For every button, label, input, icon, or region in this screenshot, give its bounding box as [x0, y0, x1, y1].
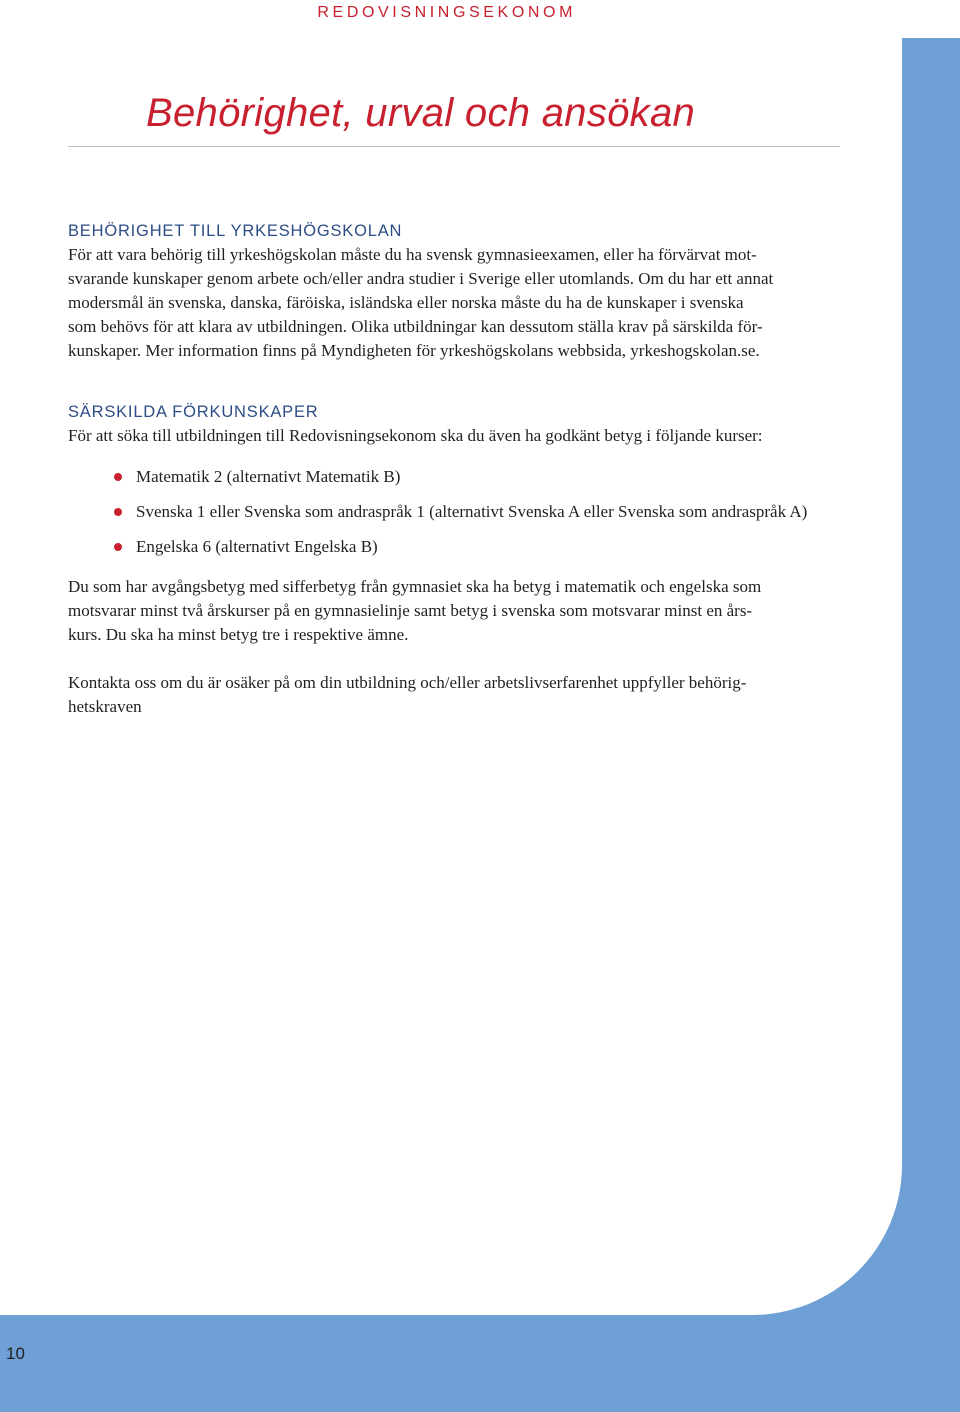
page-title: Behörighet, urval och ansökan [146, 91, 696, 135]
section-heading: SÄRSKILDA FÖRKUNSKAPER [68, 403, 319, 421]
bullet-icon [114, 508, 122, 516]
bullet-icon [114, 543, 122, 551]
list-item-text: Svenska 1 eller Svenska som andraspråk 1 (alternativt Svenska A eller Svenska som andraspråk A) [136, 502, 808, 521]
list-item-text: Engelska 6 (alternativt Engelska B) [136, 537, 378, 556]
paragraph [68, 575, 858, 647]
section-behorighet [68, 219, 858, 363]
text-line: kunskaper. Mer information finns på Myndigheten för yrkeshögskolans webbsida, yrkeshogskolan.se. [68, 341, 760, 360]
course-list [68, 465, 858, 559]
list-item [68, 465, 858, 489]
running-head: REDOVISNINGSEKONOM [317, 4, 576, 21]
section-sarskilda-forkunskaper [68, 400, 858, 719]
text-line: motsvarar minst två årskurser på en gymnasielinje samt betyg i svenska som motsvarar minst en års- [68, 601, 753, 620]
section-heading: BEHÖRIGHET TILL YRKESHÖGSKOLAN [68, 222, 403, 240]
text-line: Du som har avgångsbetyg med sifferbetyg från gymnasiet ska ha betyg i matematik och engelska som [68, 577, 762, 596]
list-item-text: Matematik 2 (alternativt Matematik B) [136, 467, 401, 486]
page-number: 10 [6, 1344, 25, 1363]
title-divider [68, 146, 840, 147]
list-item [68, 535, 858, 559]
bullet-icon [114, 473, 122, 481]
intro-text: För att söka till utbildningen till Redovisningsekonom ska du även ha godkänt betyg i följande kurser: [68, 426, 763, 445]
paragraph [68, 243, 858, 363]
paragraph [68, 671, 858, 719]
text-line: som behövs för att klara av utbildningen. Olika utbildningar kan dessutom ställa krav på särskilda för- [68, 317, 763, 336]
text-line: svarande kunskaper genom arbete och/eller andra studier i Sverige eller utomlands. Om du har ett annat [68, 269, 774, 288]
text-line: kurs. Du ska ha minst betyg tre i respektive ämne. [68, 625, 409, 644]
text-line: Kontakta oss om du är osäker på om din utbildning och/eller arbetslivserfarenhet uppfyller behörig- [68, 673, 747, 692]
text-line: modersmål än svenska, danska, färöiska, isländska eller norska måste du ha de kunskaper i svenska [68, 293, 744, 312]
list-item [68, 500, 858, 524]
text-line: hetskraven [68, 697, 142, 716]
text-line: För att vara behörig till yrkeshögskolan måste du ha svensk gymnasieexamen, eller ha förvärvat mot- [68, 245, 757, 264]
